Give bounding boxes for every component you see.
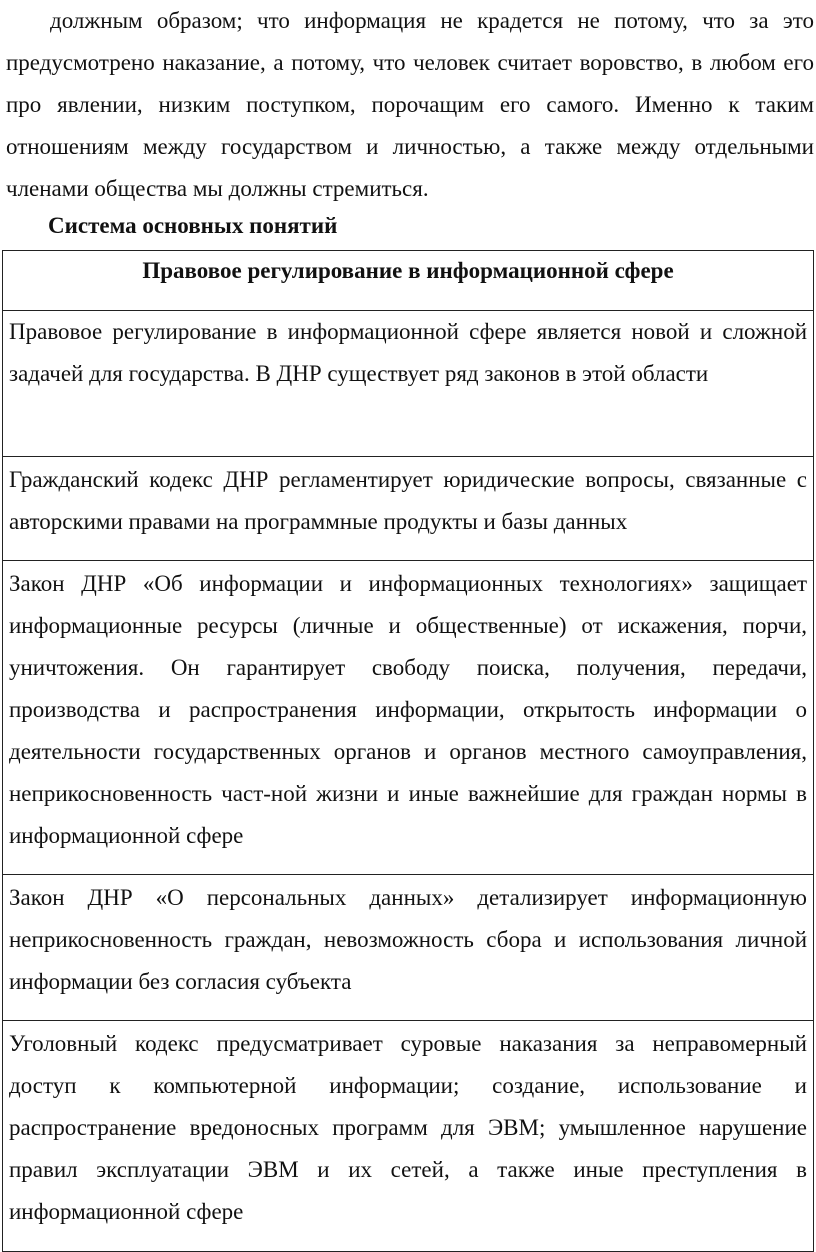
table-cell-text: Правовое регулирование в информационной сфере является новой и сложной задачей для государства. В ДНР существует ряд законов в этой области (9, 319, 807, 386)
table-row (3, 875, 813, 1021)
table-row (3, 457, 813, 561)
table-cell-text: Закон ДНР «Об информации и информационных технологиях» защищает информационные ресурсы (личные и общественные) от искажения, порчи, уничтожения. Он гарантирует свободу поиска, получения, передачи, производства и распространения информации, открытость информации о деятельности государственных органов и органов местного самоуправления, неприкосновенность част-ной жизни и иные важнейшие для граждан нормы в информационной сфере (9, 571, 807, 848)
concepts-table (2, 250, 814, 1252)
table-cell-text: Гражданский кодекс ДНР регламентирует юридические вопросы, связанные с авторскими правами на программные продукты и базы данных (9, 467, 807, 534)
table-row (3, 311, 813, 457)
table-row (3, 561, 813, 875)
table-header: Правовое регулирование в информационной сфере (3, 251, 813, 311)
table-row (3, 1021, 813, 1251)
section-heading: Система основных понятий (48, 213, 338, 238)
table-cell-text: Уголовный кодекс предусматривает суровые наказания за неправомерный доступ к компьютерной информации; создание, использование и распространение вредоносных программ для ЭВМ; умышленное нарушение правил эксплуатации ЭВМ и их сетей, а также иные преступления в информационной сфере (9, 1031, 807, 1224)
intro-paragraph: должным образом; что информация не крадется не потому, что за это предусмотрено наказание, а потому, что человек считает воровство, в любом его про явлении, низким поступком, порочащим его самого. Именно к таким отношениям между государством и личностью, а также между отдельными членами общества мы должны стремиться. (6, 8, 814, 201)
table-cell-text: Закон ДНР «О персональных данных» детализирует информационную неприкосновенность граждан, невозможность сбора и использования личной информации без согласия субъекта (9, 885, 807, 994)
